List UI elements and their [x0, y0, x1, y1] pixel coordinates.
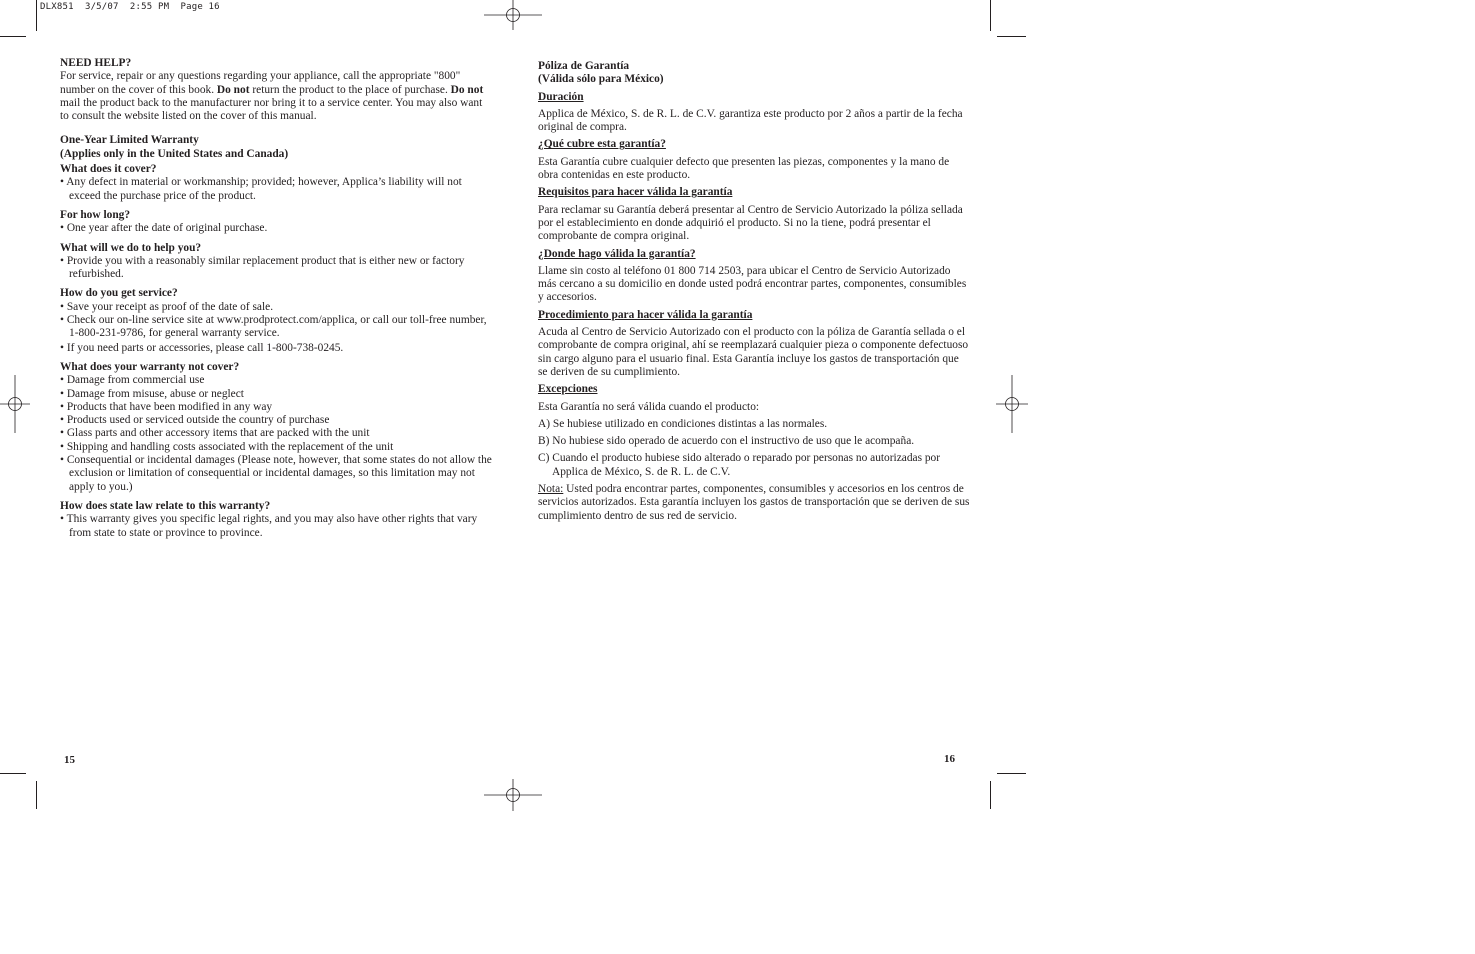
section-heading-excepciones: Excepciones: [538, 383, 598, 396]
left-page-column: [60, 57, 492, 540]
section-heading-state-law: How does state law relate to this warranty?: [60, 499, 271, 512]
list-item: • If you need parts or accessories, please call 1-800-738-0245.: [60, 341, 344, 354]
list-item: B) No hubiese sido operado de acuerdo con el instructivo de uso que le acompaña.: [538, 435, 915, 448]
list-item: • This warranty gives you specific legal rights, and you may also have other rights that vary from state to state or province to province.: [60, 513, 478, 539]
crop-mark: [36, 781, 37, 809]
list-item: • Check our on-line service site at www.prodprotect.com/applica, or call our toll-free number, 1-800-231-9786, for general warranty service.: [60, 314, 487, 340]
printer-slug: DLX851 3/5/07 2:55 PM Page 16: [40, 2, 220, 12]
list-item: • Consequential or incidental damages (Please note, however, that some states do not allow the exclusion or limitation of consequential or incidental damages, so this limitation may not apply to you.): [60, 454, 492, 493]
crop-mark: [997, 773, 1026, 774]
paragraph: Acuda al Centro de Servicio Autorizado con el producto con la póliza de Garantía sellada o el comprobante de compra original, ahí se reemplazará cualquier pieza o componente defectuoso sin cargo alguno para el usuario final. Esta Garantía incluye los gastos de transportación que se deriven de su cumplimiento.: [538, 326, 969, 378]
nota-label: Nota:: [538, 483, 564, 496]
list-item: • Damage from misuse, abuse or neglect: [60, 387, 244, 400]
list-item: • Products that have been modified in any way: [60, 400, 273, 413]
crop-mark: [997, 36, 1026, 37]
list-item: • Glass parts and other accessory items that are packed with the unit: [60, 427, 370, 440]
section-heading-not-cover: What does your warranty not cover?: [60, 360, 240, 373]
section-heading-cover: What does it cover?: [60, 163, 157, 176]
section-heading-cubre: ¿Qué cubre esta garantía?: [538, 138, 666, 151]
list-item: • Save your receipt as proof of the date of sale.: [60, 300, 274, 313]
section-heading-help: What will we do to help you?: [60, 241, 202, 254]
registration-mark-icon: [484, 0, 542, 34]
list-item: • One year after the date of original purchase.: [60, 222, 268, 235]
crop-mark: [36, 0, 37, 31]
need-help-heading: NEED HELP?: [60, 57, 132, 69]
section-heading-how-long: For how long?: [60, 208, 131, 221]
crop-mark: [0, 36, 26, 37]
page-number: 16: [944, 753, 955, 765]
paragraph: Esta Garantía cubre cualquier defecto que presenten las piezas, componentes y la mano de obra contenidas en este producto.: [538, 155, 950, 182]
section-heading-donde: ¿Donde hago válida la garantía?: [538, 247, 696, 260]
paragraph: Llame sin costo al teléfono 01 800 714 2503, para ubicar el Centro de Servicio Autorizado más cercano a su domicilio en donde usted podrá encontrar partes, componentes, consumibles y accesorios.: [538, 264, 967, 304]
registration-mark-icon: [996, 375, 1028, 433]
list-item: C) Cuando el producto hubiese sido alterado o reparado por personas no autorizadas por Applica de México, S. de R. L. de C.V.: [538, 452, 941, 478]
right-page-column: [538, 60, 970, 523]
crop-mark: [990, 0, 991, 31]
registration-mark-icon: [484, 779, 542, 813]
page-subtitle: (Válida sólo para México): [538, 73, 664, 86]
section-heading-service: How do you get service?: [60, 287, 178, 300]
need-help-paragraph: For service, repair or any questions regarding your appliance, call the appropriate "800" number on the cover of this book. Do not return the product to the place of purchase. Do not mail the product back to the manufacturer nor bring it to a service center. You may also want to consult the website listed on the cover of this manual.: [60, 70, 484, 123]
crop-mark: [0, 773, 26, 774]
section-heading-duracion: Duración: [538, 90, 584, 103]
list-item: • Shipping and handling costs associated with the replacement of the unit: [60, 440, 394, 453]
page-number: 15: [64, 754, 75, 766]
registration-mark-icon: [0, 375, 30, 433]
section-heading-procedimiento: Procedimiento para hacer válida la garantía: [538, 308, 753, 321]
paragraph: Applica de México, S. de R. L. de C.V. garantiza este producto por 2 años a partir de la fecha original de compra.: [538, 107, 963, 134]
list-item: • Damage from commercial use: [60, 374, 205, 387]
paragraph: Esta Garantía no será válida cuando el producto:: [538, 400, 760, 413]
list-item: • Products used or serviced outside the country of purchase: [60, 414, 330, 427]
page-title: Póliza de Garantía: [538, 60, 630, 72]
nota-paragraph: Nota: Usted podra encontrar partes, componentes, consumibles y accesorios en los centros de servicios autorizados. Esta garantía incluyen los gastos de transportación que se deriven de sus cumplimiento dentro de sus red de servicio.: [538, 483, 970, 522]
paragraph: Para reclamar su Garantía deberá presentar al Centro de Servicio Autorizado la póliza sellada por el establecimiento en donde adquirió el producto. Si no la tiene, podrá presentar el comprobante de compra original.: [538, 203, 963, 243]
list-item: A) Se hubiese utilizado en condiciones distintas a las normales.: [538, 417, 828, 430]
crop-mark: [990, 781, 991, 809]
warranty-subtitle: (Applies only in the United States and Canada): [60, 147, 289, 160]
list-item: • Any defect in material or workmanship; provided; however, Applica’s liability will not exceed the purchase price of the product.: [60, 176, 462, 202]
section-heading-requisitos: Requisitos para hacer válida la garantía: [538, 186, 733, 199]
warranty-title: One-Year Limited Warranty: [60, 134, 199, 147]
list-item: • Provide you with a reasonably similar replacement product that is either new or factory refurbished.: [60, 254, 465, 281]
